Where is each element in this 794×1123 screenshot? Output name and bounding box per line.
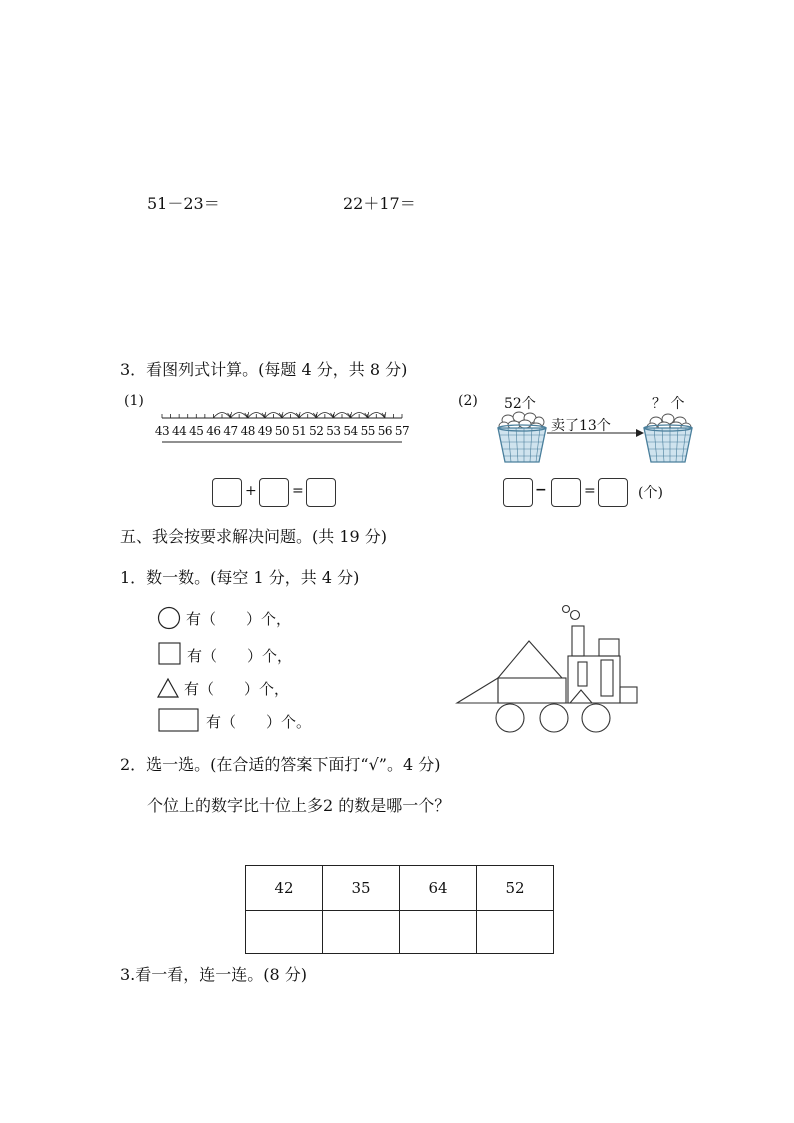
number-line-arrowhead	[262, 412, 266, 417]
square-count-line: 有（ ）个，	[187, 647, 293, 665]
choice-table-option-row	[246, 866, 554, 911]
answer-box-1[interactable]	[212, 478, 242, 507]
number-line-label: 47	[223, 424, 238, 438]
arrow-right-icon	[545, 428, 645, 438]
smoke-circle-large	[571, 611, 580, 620]
shape-train-figure	[454, 602, 644, 734]
unit-label: (个)	[638, 485, 663, 501]
number-line-label: 55	[360, 424, 375, 438]
triangle-icon	[156, 677, 180, 699]
q3-heading: 3．看图列式计算。(每题 4 分，共 8 分)	[120, 360, 408, 379]
plus-sign: +	[245, 483, 257, 499]
choice-table-answer-row	[246, 911, 554, 954]
option-cell: 64	[400, 866, 477, 911]
number-line-labels	[154, 424, 410, 440]
number-line-label: 53	[326, 424, 341, 438]
rectangle-icon	[158, 708, 200, 734]
egg-basket-left-icon	[494, 408, 550, 464]
number-line-label: 48	[240, 424, 255, 438]
circle-count-line: 有（ ）个，	[186, 610, 292, 628]
answer-box-3[interactable]	[306, 478, 336, 507]
answer-box-6[interactable]	[598, 478, 628, 507]
answer-cell[interactable]	[246, 911, 323, 954]
number-line-label: 54	[343, 424, 358, 438]
number-line-label: 51	[292, 424, 307, 438]
rear-square	[620, 687, 637, 703]
answer-box-5[interactable]	[551, 478, 581, 507]
answer-cell[interactable]	[400, 911, 477, 954]
number-line-arrowhead	[382, 412, 386, 417]
body-rect	[498, 678, 566, 703]
answer-box-2[interactable]	[259, 478, 289, 507]
equation-1: 51－23＝	[147, 194, 220, 213]
number-line-label: 44	[172, 424, 187, 438]
arrow-text: 卖了13个	[551, 418, 611, 434]
rectangle-count-line: 有（ ）个。	[206, 713, 312, 731]
egg-basket-right-icon	[640, 408, 696, 464]
number-line-label: 52	[309, 424, 324, 438]
number-line-arrowhead	[245, 412, 249, 417]
wheel-3	[582, 704, 610, 732]
cab-window-left	[578, 662, 587, 686]
option-cell: 42	[246, 866, 323, 911]
option-cell: 35	[323, 866, 400, 911]
circle-icon	[157, 606, 181, 630]
wheel-1	[496, 704, 524, 732]
number-line-label: 57	[394, 424, 410, 438]
choice-table	[245, 865, 554, 954]
number-line-arrowhead	[365, 412, 369, 417]
cab-top-square	[599, 639, 619, 656]
count-heading: 1．数一数。(每空 1 分，共 4 分)	[120, 568, 360, 587]
option-cell: 52	[477, 866, 554, 911]
answer-cell[interactable]	[323, 911, 400, 954]
front-triangle	[457, 678, 498, 703]
number-line-label: 50	[274, 424, 290, 438]
minus-sign: −	[535, 482, 547, 498]
chimney-rect	[572, 626, 584, 656]
basket-right-count: ？ 个	[652, 396, 685, 412]
q3-part1-label: (1)	[124, 393, 144, 409]
wheel-2	[540, 704, 568, 732]
connect-heading: 3.看一看，连一连。(8 分)	[120, 965, 308, 984]
q3-part2-label: (2)	[458, 393, 478, 409]
square-icon	[158, 642, 182, 666]
number-line-arrowhead	[279, 412, 283, 417]
number-line-arrowhead	[228, 412, 232, 417]
equation-2: 22＋17＝	[343, 194, 416, 213]
section-5-heading: 五、我会按要求解决问题。(共 19 分)	[120, 527, 388, 546]
choose-heading: 2．选一选。(在合适的答案下面打“√”。4 分)	[120, 755, 441, 774]
number-line-label: 45	[189, 424, 204, 438]
number-line-label: 49	[257, 424, 272, 438]
equals-sign: =	[292, 483, 304, 499]
number-line-arrowhead	[296, 412, 300, 417]
answer-cell[interactable]	[477, 911, 554, 954]
choose-question: 个位上的数字比十位上多2 的数是哪一个？	[147, 796, 451, 815]
roof-triangle	[498, 641, 562, 678]
number-line-label: 56	[377, 424, 392, 438]
number-line-arrowhead	[330, 412, 334, 417]
triangle-count-line: 有（ ）个，	[184, 680, 290, 698]
smoke-circle-small	[563, 606, 570, 613]
number-line-label: 43	[154, 424, 170, 438]
cab-window-right	[601, 660, 613, 696]
basket-left-count: 52个	[504, 396, 536, 412]
answer-box-4[interactable]	[503, 478, 533, 507]
cab-triangle	[570, 690, 592, 703]
equals-sign-2: =	[584, 483, 596, 499]
number-line-label: 46	[206, 424, 221, 438]
